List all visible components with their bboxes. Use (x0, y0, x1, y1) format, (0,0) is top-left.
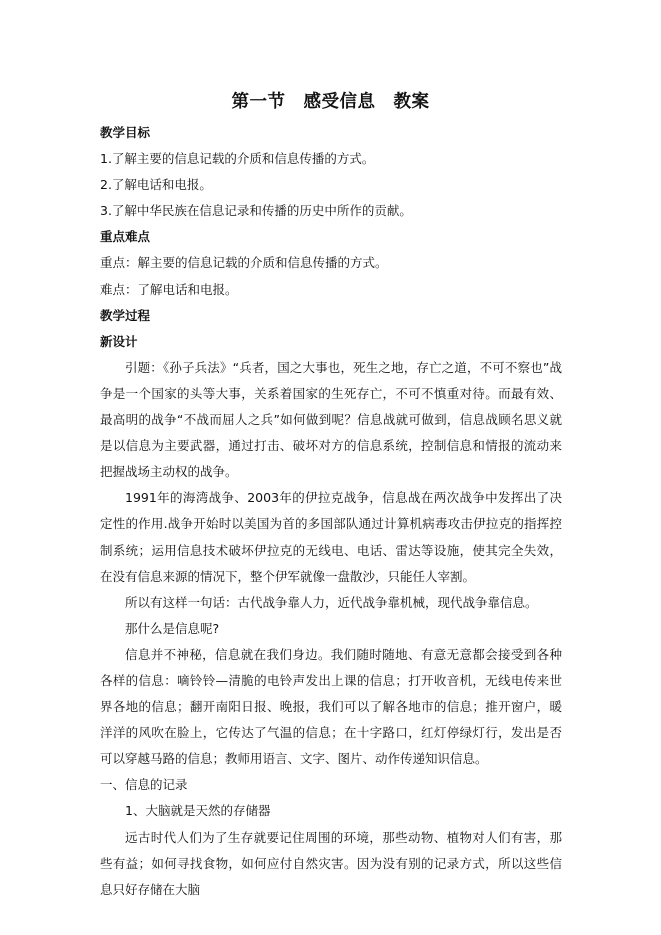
body-paragraph: 所以有这样一句话：古代战争靠人力，近代战争靠机械，现代战争靠信息。 (125, 594, 538, 610)
section-heading: 新设计 (100, 333, 138, 349)
list-item: 难点：了解电话和电报。 (100, 281, 238, 297)
list-item: 2.了解电话和电报。 (100, 177, 212, 193)
body-paragraph: 那什么是信息呢? (125, 620, 220, 636)
section-heading: 重点难点 (100, 229, 151, 245)
body-paragraph: 引题：《孙子兵法》“兵者，国之大事也，死生之地，存亡之道，不可不察也”战争是一个国家的头等大事，关系着国家的生死存亡，不可不慎重对待。而最有效、最高明的战争“不战而屈人之兵”如何做到呢？信息战就可做到，信息战顾名思义就是以信息为主要武器，通过打击、破坏对方的信息系统，控制信息和情报的流动来把握战场主动权的战争。 (100, 359, 562, 480)
list-item: 一、信息的记录 (100, 777, 188, 793)
list-item: 1.了解主要的信息记载的介质和信息传播的方式。 (100, 151, 375, 167)
section-heading: 教学目标 (100, 125, 151, 140)
list-item: 重点：解主要的信息记载的介质和信息传播的方式。 (100, 255, 388, 271)
section-heading: 教学过程 (100, 307, 151, 323)
body-paragraph: 远古时代人们为了生存就要记住周围的环境，那些动物、植物对人们有害，那些有益；如何寻找食物，如何应付自然灾害。因为没有别的记录方式，所以这些信息只好存储在大脑 (100, 829, 562, 897)
page-title: 第一节 感受信息 教案 (231, 92, 430, 112)
list-item: 3.了解中华民族在信息记录和传播的历史中所作的贡献。 (100, 203, 412, 219)
body-paragraph: 1991年的海湾战争、2003年的伊拉克战争，信息战在两次战争中发挥出了决定性的作用.战争开始时以美国为首的多国部队通过计算机病毒攻击伊拉克的指挥控制系统；运用信息技术破坏伊拉克的无线电、电话、雷达等设施，使其完全失效，在没有信息来源的情况下，整个伊军就像一盘散沙，只能任人宰割。 (100, 490, 562, 584)
document-body (100, 120, 562, 903)
body-paragraph: 信息并不神秘，信息就在我们身边。我们随时随地、有意无意都会接受到各种各样的信息：嘀铃铃—清脆的电铃声发出上课的信息；打开收音机，无线电传来世界各地的信息；翻开南阳日报、晚报，我们可以了解各地市的信息；推开窗户，暖洋洋的风吹在脸上，它传达了气温的信息；在十字路口，红灯停绿灯行，发出是否可以穿越马路的信息；教师用语言、文字、图片、动作传递知识信息。 (100, 646, 562, 767)
body-paragraph: 1、大脑就是天然的存储器 (125, 803, 271, 819)
